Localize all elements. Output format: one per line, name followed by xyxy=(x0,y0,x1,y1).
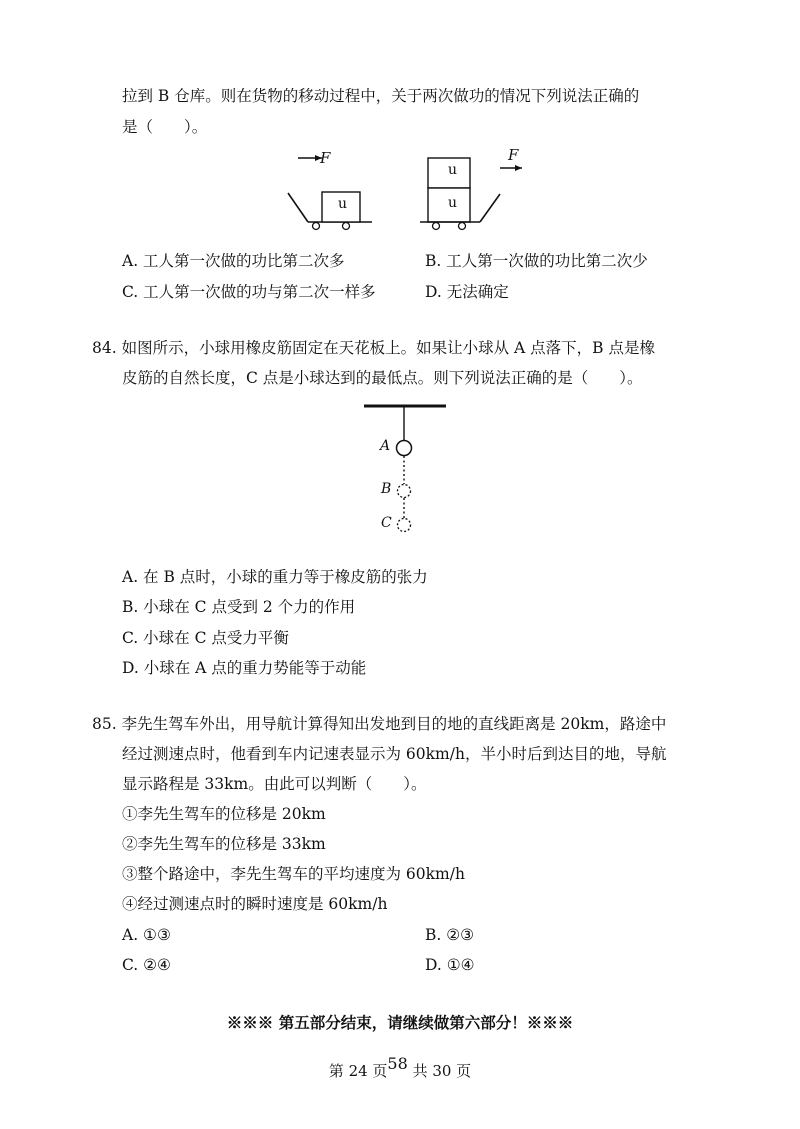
point-a-label: A xyxy=(380,438,391,454)
q84-figure xyxy=(360,400,450,540)
box-label-left: u xyxy=(338,196,348,212)
q83-option-b: B. 工人第一次做的功比第二次少 xyxy=(425,252,648,270)
q85-option-c: C. ②④ xyxy=(122,956,171,974)
q84-option-b: B. 小球在 C 点受到 2 个力的作用 xyxy=(122,598,356,616)
q84-option-c: C. 小球在 C 点受力平衡 xyxy=(122,629,289,647)
box-label-right-top: u xyxy=(448,162,458,178)
page-number-overlay: 58 xyxy=(387,1054,408,1073)
section-end-notice: ※※※ 第五部分结束，请继续做第六部分！※※※ xyxy=(226,1013,574,1032)
q83-stem-line2: 是（ ）。 xyxy=(122,118,208,136)
q83-option-a: A. 工人第一次做的功比第二次多 xyxy=(122,252,345,270)
point-c-label: C xyxy=(381,515,392,531)
q85-option-a: A. ①③ xyxy=(122,926,171,944)
q84-stem-line2: 皮筋的自然长度，C 点是小球达到的最低点。则下列说法正确的是（ ）。 xyxy=(122,369,643,387)
q85-statement-1: ①李先生驾车的位移是 20km xyxy=(122,805,326,823)
force-label-right: F xyxy=(508,146,519,164)
box-label-right-bottom: u xyxy=(448,195,458,211)
q84-option-a: A. 在 B 点时，小球的重力等于橡皮筋的张力 xyxy=(122,568,428,586)
q83-option-d: D. 无法确定 xyxy=(425,283,509,301)
page-number-total: 共 30 页 xyxy=(412,1062,472,1080)
q83-figure xyxy=(280,148,520,240)
q83-stem-line1: 拉到 B 仓库。则在货物的移动过程中，关于两次做功的情况下列说法正确的 xyxy=(122,87,640,105)
page-number xyxy=(0,1054,800,1081)
q85-stem-line2: 经过测速点时，他看到车内记速表显示为 60km/h，半小时后到达目的地，导航 xyxy=(122,745,667,763)
q84-stem-line1: 84. 如图所示，小球用橡皮筋固定在天花板上。如果让小球从 A 点落下，B 点是橡 xyxy=(92,339,655,357)
page-number-current: 第 24 页 xyxy=(328,1062,388,1080)
q84-option-d: D. 小球在 A 点的重力势能等于动能 xyxy=(122,659,367,677)
q85-option-b: B. ②③ xyxy=(425,926,475,944)
q85-stem-line1: 85. 李先生驾车外出，用导航计算得知出发地到目的地的直线距离是 20km，路途中 xyxy=(92,715,667,733)
q85-statement-3: ③整个路途中，李先生驾车的平均速度为 60km/h xyxy=(122,865,465,883)
force-label-left: F xyxy=(320,149,331,167)
q85-option-d: D. ①④ xyxy=(425,956,475,974)
cart-right xyxy=(420,158,522,230)
q83-option-c: C. 工人第一次做的功与第二次一样多 xyxy=(122,283,376,301)
q85-statement-4: ④经过测速点时的瞬时速度是 60km/h xyxy=(122,895,388,913)
point-b-label: B xyxy=(381,481,392,497)
q85-statement-2: ②李先生驾车的位移是 33km xyxy=(122,835,326,853)
q85-stem-line3: 显示路程是 33km。由此可以判断（ ）。 xyxy=(122,775,427,793)
